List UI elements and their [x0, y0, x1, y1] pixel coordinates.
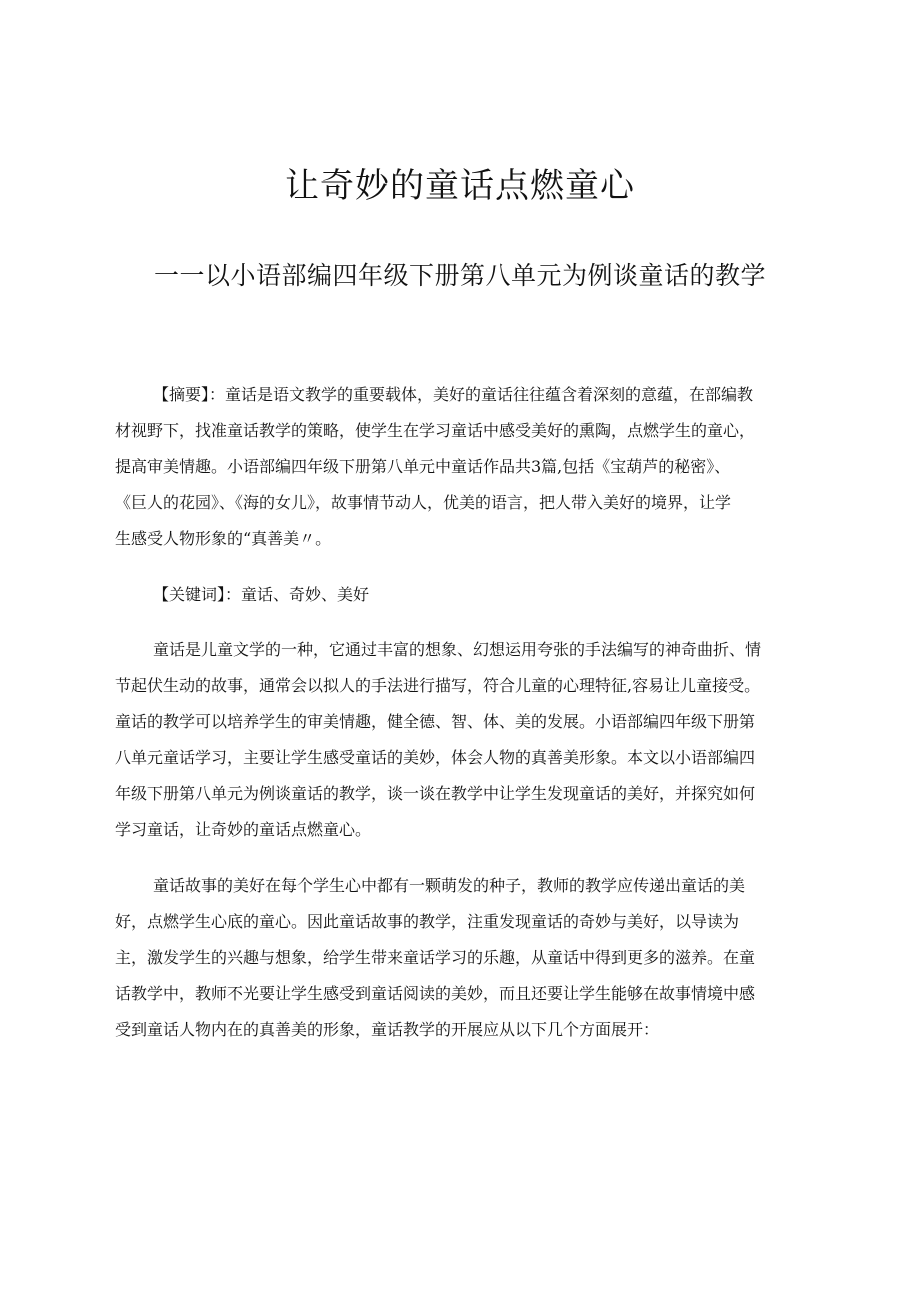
paragraph-line: 节起伏生动的故事，通常会以拟人的手法进行描写，符合儿童的心理特征,容易让儿童接受。	[115, 676, 761, 695]
abstract-line: 《巨人的花园》、《海的女儿》，故事情节动人，优美的语言，把人带入美好的境界，让学	[115, 493, 732, 512]
body-paragraph-1	[115, 632, 810, 848]
abstract-section	[115, 377, 810, 557]
abstract-line: 【摘要】：童话是语文教学的重要载体，美好的童话往往蕴含着深刻的意蕴，在部编教	[153, 385, 754, 404]
page-subtitle: 一一以小语部编四年级下册第八单元为例谈童话的教学	[153, 261, 766, 290]
paragraph-line: 八单元童话学习，主要让学生感受童话的美妙，体会人物的真善美形象。本文以小语部编四	[115, 748, 756, 767]
body-paragraph-2	[115, 868, 810, 1048]
abstract-line: 提高审美情趣。小语部编四年级下册第八单元中童话作品共3篇,包括《宝葫芦的秘密》、	[115, 457, 731, 476]
keywords-section	[115, 577, 810, 613]
paragraph-line: 主，激发学生的兴趣与想象，给学生带来童话学习的乐趣，从童话中得到更多的滋养。在童	[115, 948, 756, 967]
paragraph-line: 童话是儿童文学的一种，它通过丰富的想象、幻想运用夸张的手法编写的神奇曲折、情	[153, 640, 762, 659]
abstract-line: 生感受人物形象的“真善美〃。	[115, 529, 332, 548]
paragraph-line: 童话故事的美好在每个学生心中都有一颗萌发的种子，教师的教学应传递出童话的美	[153, 876, 746, 895]
keywords-line: 【关键词】：童话、奇妙、美好	[153, 585, 370, 604]
abstract-line: 材视野下，找准童话教学的策略，使学生在学习童话中感受美好的熏陶，点燃学生的童心，	[115, 421, 756, 440]
paragraph-line: 受到童话人物内在的真善美的形象，童话教学的开展应从以下几个方面展开：	[115, 1020, 660, 1039]
paragraph-line: 学习童话，让奇妙的童话点燃童心。	[115, 820, 372, 839]
paragraph-line: 年级下册第八单元为例谈童话的教学，谈一谈在教学中让学生发现童话的美好，并探究如何	[115, 784, 756, 803]
page-title: 让奇妙的童话点燃童心	[285, 166, 635, 206]
paragraph-line: 好，点燃学生心底的童心。因此童话故事的教学，注重发现童话的奇妙与美好，以导读为	[115, 912, 740, 931]
paragraph-line: 话教学中，教师不光要让学生感受到童话阅读的美妙，而且还要让学生能够在故事情境中感	[115, 984, 756, 1003]
paragraph-line: 童话的教学可以培养学生的审美情趣，健全德、智、体、美的发展。小语部编四年级下册第	[115, 712, 756, 731]
